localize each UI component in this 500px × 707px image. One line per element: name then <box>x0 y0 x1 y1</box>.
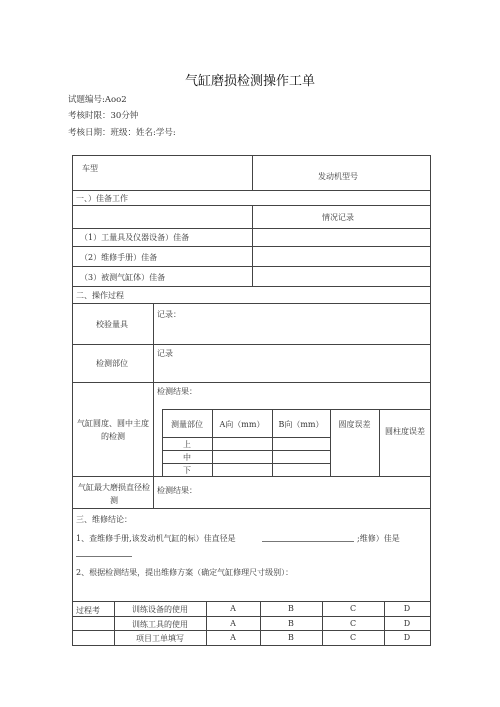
exam-date: 考核日期：班级：姓名:学号: <box>68 128 176 138</box>
blank-repair-limit[interactable] <box>76 556 132 557</box>
max-wear-diameter-label: 气缸最大磨损直径检测 <box>78 483 150 505</box>
col-divider <box>252 155 253 191</box>
col-header-roundness-error: 圆度误差 <box>338 420 371 429</box>
col-header-position: 测量部位 <box>171 420 203 429</box>
prep-item-tools: （1）工量具及仪器设备）佳备 <box>80 233 190 242</box>
roundness-check-label: 气缸圆度、圆中主度的检测 <box>77 419 149 441</box>
exam-number: 试题编号:Aoo2 <box>68 95 127 105</box>
prep-item-cylinder: （3）被测气缸体）佳备 <box>80 273 166 282</box>
row-divider <box>72 616 431 617</box>
blank-standard-diameter[interactable] <box>262 541 354 542</box>
eval-item-worksheet: 项目工单填写 <box>136 634 184 643</box>
subtable-row-divider <box>162 463 331 464</box>
col-divider <box>153 303 154 509</box>
grade-b[interactable]: B <box>288 619 294 628</box>
grade-a[interactable]: A <box>230 604 236 613</box>
section-conclusion-heading: 三、维修结论： <box>76 515 132 524</box>
row-label-bottom: 下 <box>183 466 191 475</box>
table-border-bottom <box>72 645 431 646</box>
results-label: 检测结果： <box>157 486 197 495</box>
col-header-cylindricity-error: 圆柱度误差 <box>385 427 425 436</box>
subtable-col-divider <box>379 409 380 477</box>
subtable-row-divider <box>162 450 331 451</box>
section-process-heading: 二、操作过程 <box>76 291 124 300</box>
status-record-heading: 情况记录 <box>322 213 354 222</box>
grade-d[interactable]: D <box>403 604 411 613</box>
time-limit: 考核时限：30分钟 <box>68 111 139 121</box>
col-header-b-direction: B向（mm） <box>278 420 324 429</box>
row-label-top: 上 <box>183 440 191 449</box>
engine-model-label: 发动机型号 <box>318 172 358 181</box>
grade-d[interactable]: D <box>403 633 411 642</box>
vehicle-type-label: 车型 <box>82 164 98 173</box>
row-divider <box>72 344 431 345</box>
prep-item-manual: （2）维修手册）佳备 <box>80 253 158 262</box>
section-prep-heading: 一、）佳备工作 <box>76 194 128 203</box>
results-label: 检测结果： <box>157 387 197 396</box>
detection-position-label: 检测部位 <box>96 359 128 368</box>
row-divider <box>72 508 431 509</box>
conclusion-standard-diameter: 1、查维修手册,该发动机气缸的标）佳直径是 <box>76 534 236 543</box>
grade-c[interactable]: C <box>349 604 357 613</box>
col-divider <box>252 205 253 287</box>
grade-c[interactable]: C <box>349 619 357 628</box>
calibrate-tools-label: 校验量具 <box>96 320 128 329</box>
grade-a[interactable]: A <box>230 633 236 642</box>
conclusion-repair-plan: 2、根据检测结果，提出维修方案（确定气缸修理尺寸级别）： <box>76 568 294 577</box>
subtable-row-divider <box>162 437 331 438</box>
page-title: 气缸磨损检测操作工单 <box>184 74 315 89</box>
grade-d[interactable]: D <box>403 619 411 628</box>
grade-c[interactable]: C <box>349 633 357 642</box>
col-header-a-direction: A向（mm） <box>219 420 265 429</box>
subtable-border-top <box>162 409 431 410</box>
row-divider <box>72 303 431 304</box>
record-label: 记录 <box>157 349 173 358</box>
process-eval-label: 过程考 <box>76 606 100 615</box>
eval-item-equipment: 训练设备的使用 <box>132 605 188 614</box>
row-label-middle: 中 <box>183 453 191 462</box>
row-divider <box>72 382 431 383</box>
row-divider <box>72 630 431 631</box>
eval-item-tools: 训练工具的使用 <box>132 620 188 629</box>
record-label: 记录： <box>157 310 181 319</box>
grade-b[interactable]: B <box>288 633 294 642</box>
row-divider <box>72 601 431 602</box>
grade-a[interactable]: A <box>230 619 236 628</box>
grade-b[interactable]: B <box>288 604 294 613</box>
row-divider <box>72 476 431 477</box>
conclusion-repair-limit: ;维修）佳是 <box>357 534 400 543</box>
